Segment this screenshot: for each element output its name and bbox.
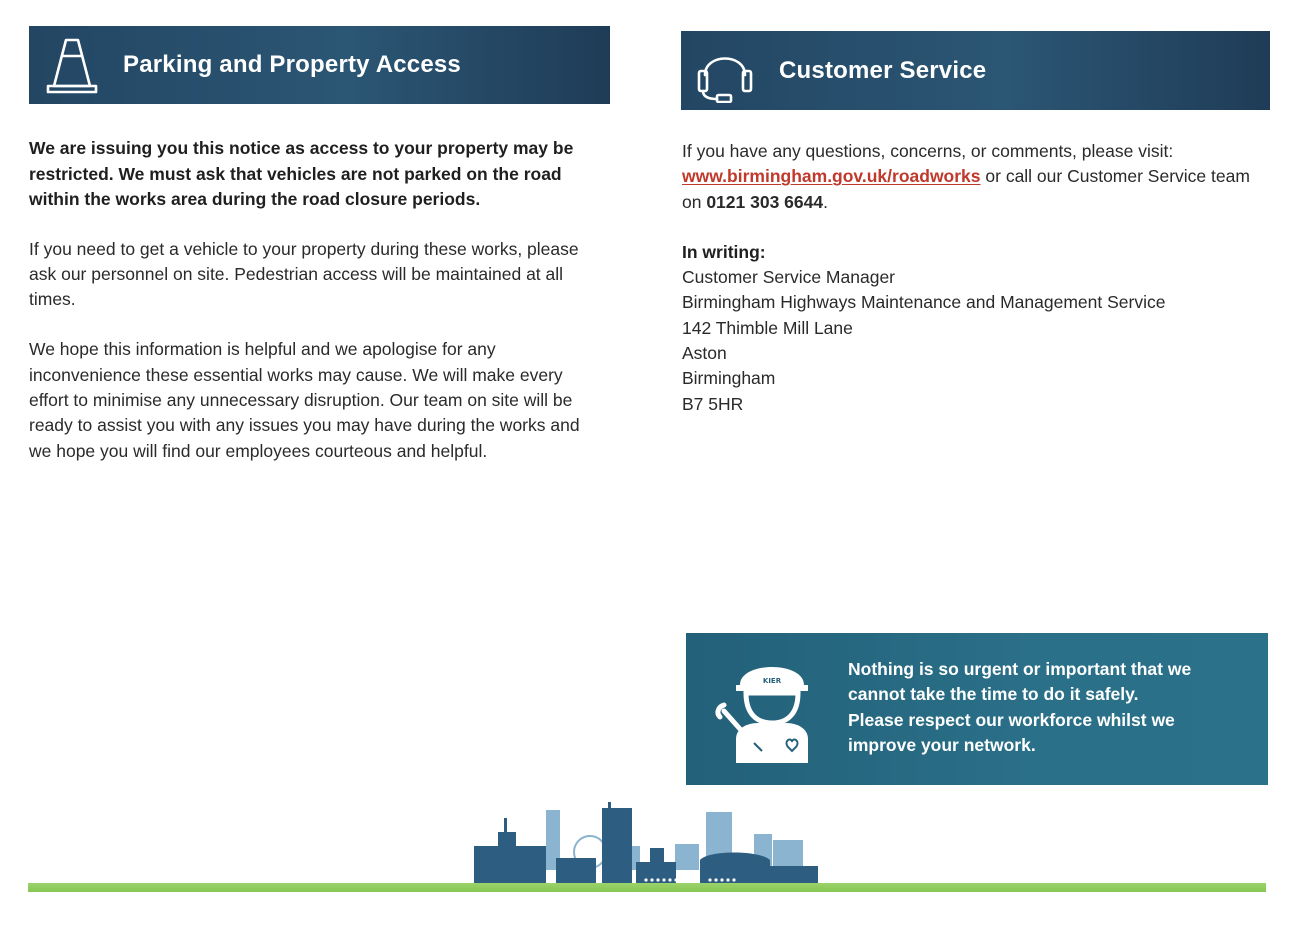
footer-green-line [28, 883, 1266, 892]
vehicle-access-paragraph: If you need to get a vehicle to your property during these works, please ask our personnel on site. Pedestrian access will be maintained at all times. [29, 238, 579, 310]
roadworks-link[interactable]: www.birmingham.gov.uk/roadworks [682, 166, 981, 187]
parking-intro-paragraph: We are issuing you this notice as access to your property may be restricted. We must ask that vehicles are not parked on the road within the works area during the road closure periods. [29, 138, 574, 209]
birmingham-skyline-icon [470, 800, 820, 891]
safety-line: Please respect our workforce whilst we [848, 709, 1175, 730]
parking-content [29, 136, 604, 489]
parking-title: Parking and Property Access [123, 51, 461, 78]
address-line: Birmingham Highways Maintenance and Management Service [682, 292, 1166, 313]
safety-line: improve your network. [848, 734, 1036, 755]
worker-helmet-icon [712, 647, 832, 772]
contact-end: . [823, 191, 828, 212]
traffic-cone-icon [45, 34, 99, 96]
in-writing-heading: In writing: [682, 241, 766, 262]
helmet-logo-text: KIER [762, 677, 782, 685]
address-line: B7 5HR [682, 393, 744, 414]
customer-service-content [682, 139, 1272, 417]
safety-message-panel [686, 633, 1268, 785]
customer-service-banner [681, 31, 1270, 110]
address-line: 142 Thimble Mill Lane [682, 317, 853, 338]
address-line: Birmingham [682, 368, 776, 389]
safety-line: Nothing is so urgent or important that we [848, 659, 1192, 679]
apology-paragraph: We hope this information is helpful and we apologise for any inconvenience these essential works may cause. We will make every effort to minimise any unnecessary disruption. Our team on site will be ready to assist you with any issues you may have during the works and we hope you will find our employees courteous and helpful. [29, 339, 580, 461]
contact-after-link: or call our Customer Service team on [682, 166, 1250, 212]
contact-paragraph [682, 139, 1272, 215]
address-line: Customer Service Manager [682, 267, 895, 288]
parking-banner [29, 26, 610, 104]
contact-intro: If you have any questions, concerns, or comments, please visit: [682, 141, 1174, 161]
address-line: Aston [682, 343, 727, 364]
headset-icon [693, 39, 757, 103]
phone-number: 0121 303 6644 [706, 191, 824, 212]
safety-message [848, 657, 1248, 758]
customer-service-title: Customer Service [779, 56, 987, 84]
safety-line: cannot take the time to do it safely. [848, 684, 1139, 705]
postal-address [682, 265, 1272, 417]
